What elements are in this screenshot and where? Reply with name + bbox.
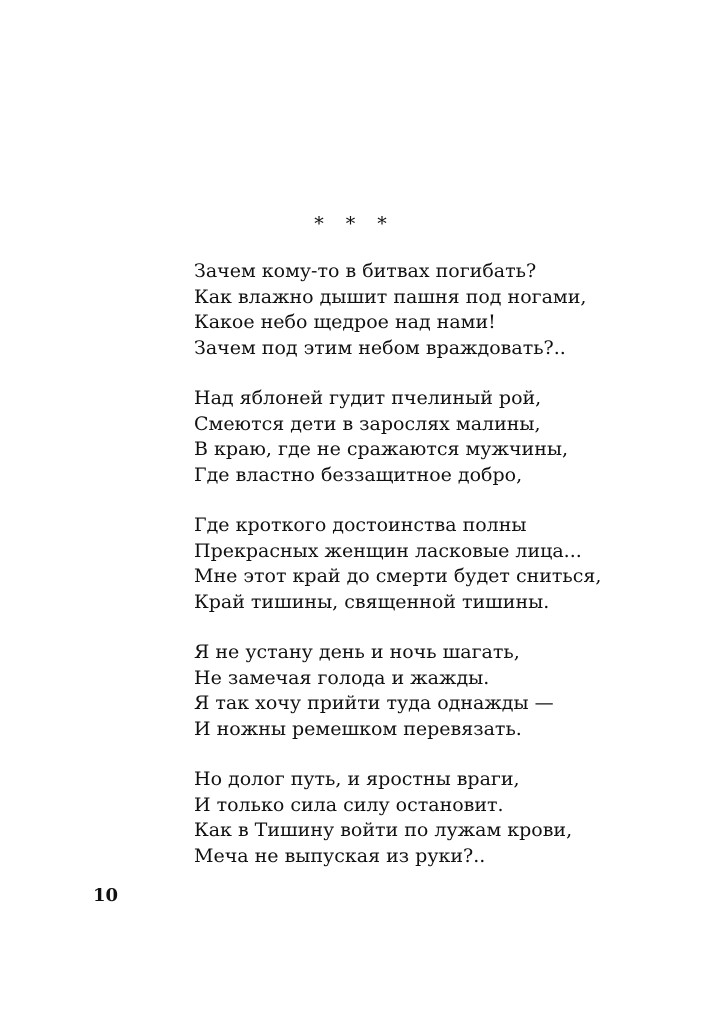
poem-line: Где кроткого достоинства полны [194, 514, 527, 536]
stanza-3 [194, 513, 674, 615]
poem-line: Зачем кому-то в битвах погибать? [194, 260, 537, 282]
poem-line: Где властно беззащитное добро, [194, 463, 523, 486]
poem-line: И только сила силу остановит. [194, 793, 504, 816]
poem-line: Над яблоней гудит пчелиный рой, [194, 387, 542, 409]
poem-line: Мне этот край до смерти будет сниться, [194, 565, 602, 587]
poem-line: Я так хочу прийти туда однажды — [194, 692, 554, 714]
poem-line: Как влажно дышит пашня под ногами, [194, 285, 587, 308]
poem-line: Но долог путь, и яростны враги, [194, 768, 520, 790]
poem [194, 259, 674, 894]
poem-line: Не замечая голода и жажды. [194, 666, 490, 689]
stanza-1 [194, 259, 674, 361]
poem-line: Какое небо щедрое над нами! [194, 311, 496, 333]
page-number: 10 [93, 885, 119, 906]
poem-line: Прекрасных женщин ласковые лица... [194, 539, 582, 562]
poem-line: Как в Тишину войти по лужам крови, [194, 819, 573, 841]
poem-line: Край тишины, священной тишины. [194, 590, 550, 613]
poem-line: Я не устану день и ночь шагать, [194, 641, 520, 663]
poem-line: В краю, где не сражаются мужчины, [194, 438, 569, 460]
poem-line: Смеются дети в зарослях малины, [194, 412, 541, 435]
poem-line: И ножны ремешком перевязать. [194, 717, 522, 740]
stanza-4 [194, 640, 674, 742]
stanza-separator: * * * [314, 213, 395, 235]
poem-line: Меча не выпуская из руки?.. [194, 844, 486, 867]
stanza-5 [194, 767, 674, 869]
poem-line: Зачем под этим небом враждовать?.. [194, 336, 566, 359]
stanza-2 [194, 386, 674, 488]
